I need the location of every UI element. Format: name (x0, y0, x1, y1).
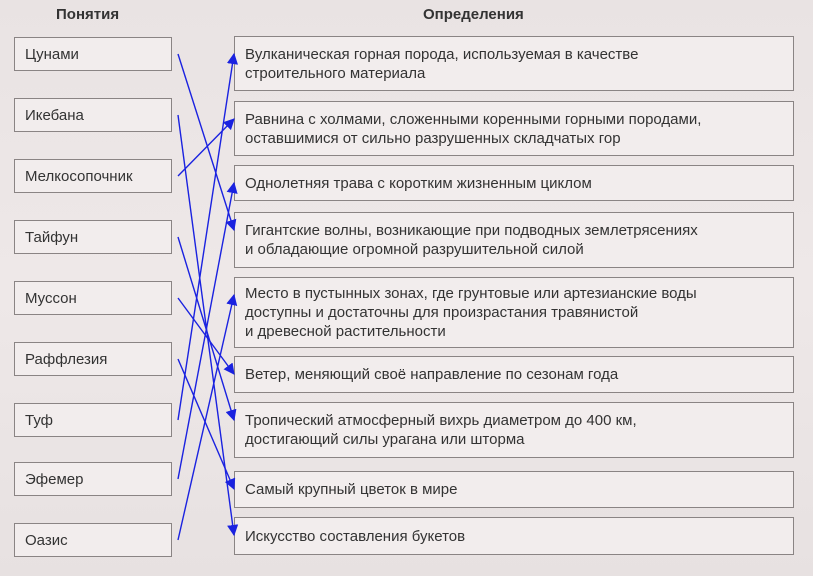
terms-header: Понятия (56, 6, 120, 23)
definition-tuff[interactable]: Вулканическая горная порода, используемая в качестве строительного материала (234, 36, 794, 91)
term-ephemer[interactable]: Эфемер (14, 462, 172, 496)
term-oasis[interactable]: Оазис (14, 523, 172, 557)
term-ikebana[interactable]: Икебана (14, 98, 172, 132)
match-arrow-3 (178, 119, 234, 176)
term-typhoon[interactable]: Тайфун (14, 220, 172, 254)
term-tuff[interactable]: Туф (14, 403, 172, 437)
definition-tsunami[interactable]: Гигантские волны, возникающие при подводных землетрясениях и обладающие огромной разрушительной силой (234, 212, 794, 268)
term-monsoon[interactable]: Муссон (14, 281, 172, 315)
definition-monsoon[interactable]: Ветер, меняющий своё направление по сезонам года (234, 356, 794, 393)
definitions-header: Определения (423, 6, 524, 23)
definition-melkosopochnik[interactable]: Равнина с холмами, сложенными коренными горными породами, оставшимися от сильно разрушенных складчатых гор (234, 101, 794, 156)
definition-typhoon[interactable]: Тропический атмосферный вихрь диаметром до 400 км, достигающий силы урагана или шторма (234, 402, 794, 458)
match-arrow-2 (178, 115, 234, 535)
term-melkosopochnik[interactable]: Мелкосопочник (14, 159, 172, 193)
match-arrow-7 (178, 54, 234, 420)
term-rafflesia[interactable]: Раффлезия (14, 342, 172, 376)
definition-ephemer[interactable]: Однолетняя трава с коротким жизненным циклом (234, 165, 794, 201)
match-arrow-6 (178, 359, 234, 489)
definition-ikebana[interactable]: Искусство составления букетов (234, 517, 794, 555)
match-arrow-1 (178, 54, 234, 230)
term-tsunami[interactable]: Цунами (14, 37, 172, 71)
definition-rafflesia[interactable]: Самый крупный цветок в мире (234, 471, 794, 508)
definition-oasis[interactable]: Место в пустынных зонах, где грунтовые или артезианские воды доступны и достаточны для произрастания травянистой и древесной растительности (234, 277, 794, 348)
